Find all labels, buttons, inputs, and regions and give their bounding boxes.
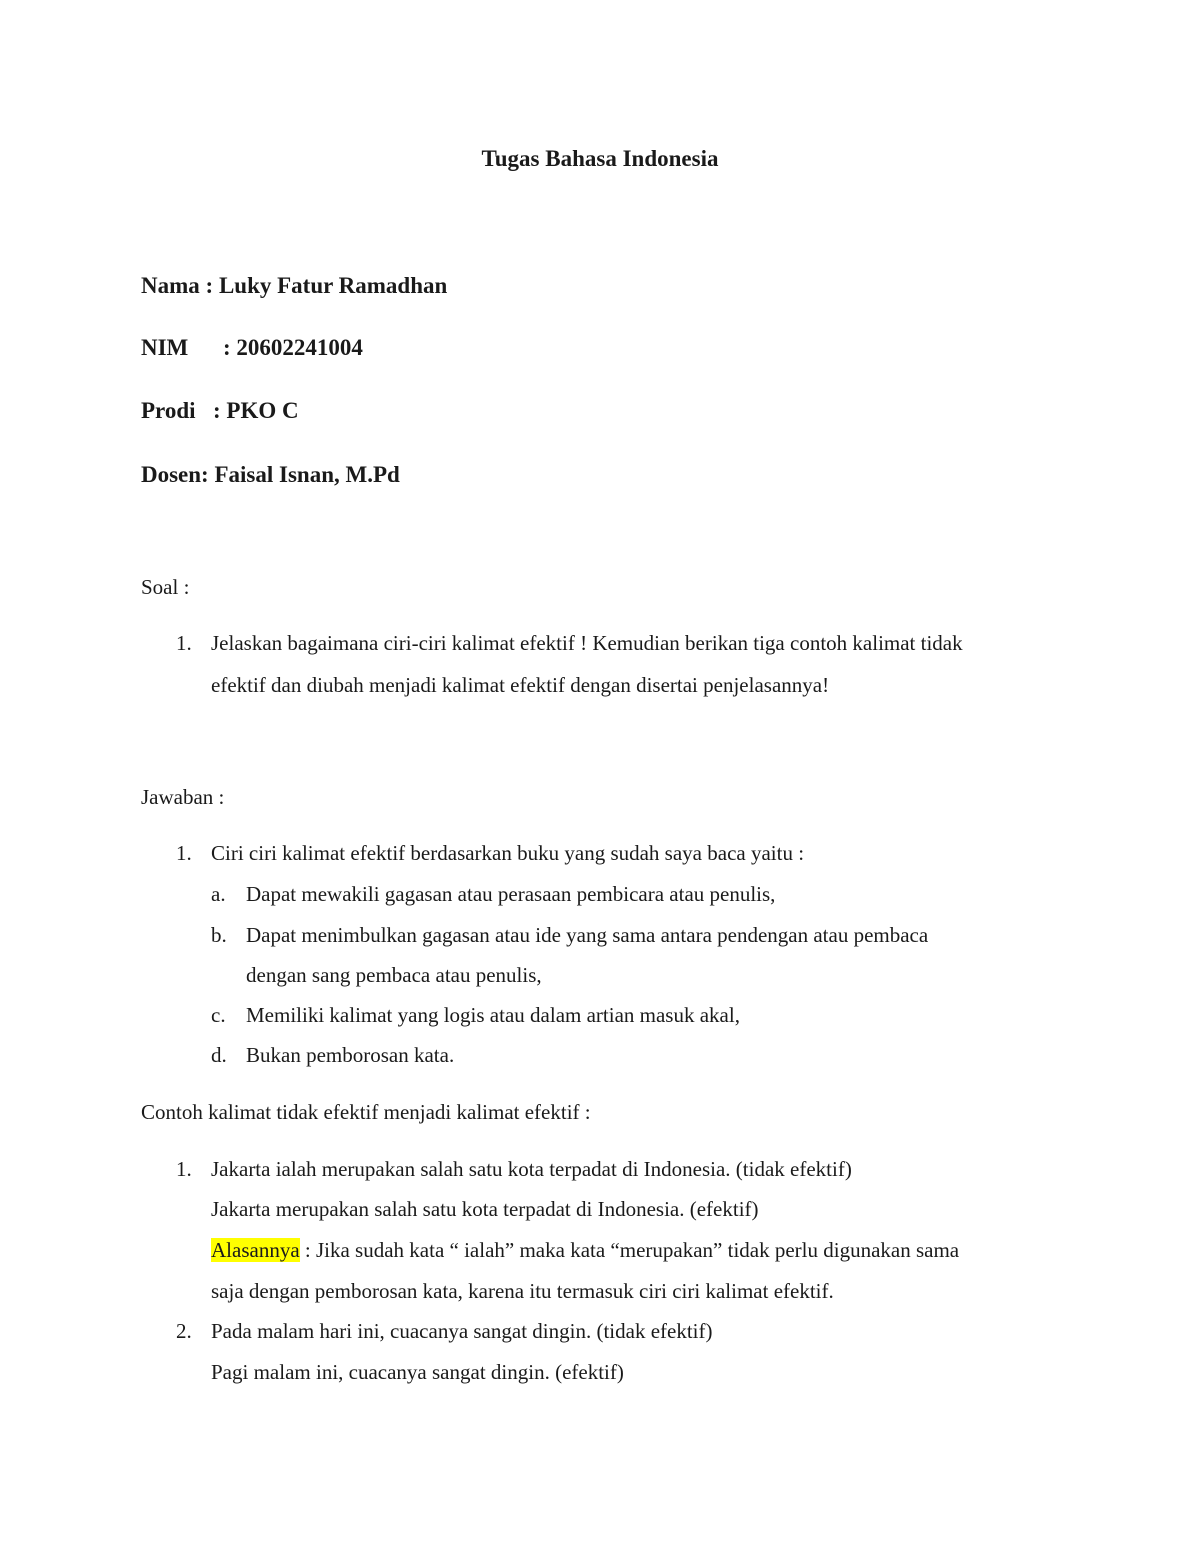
soal-item-number: 1. <box>176 631 192 655</box>
soal-heading: Soal : <box>141 575 190 599</box>
nim-value: : 20602241004 <box>223 335 363 360</box>
alasan-label-highlighted: Alasannya <box>211 1238 300 1262</box>
soal-item-line1: Jelaskan bagaimana ciri-ciri kalimat efektif ! Kemudian berikan tiga contoh kalimat tidak <box>211 631 963 655</box>
nim-row <box>141 334 363 362</box>
document-title: Tugas Bahasa Indonesia <box>481 146 719 171</box>
soal-item-line2: efektif dan diubah menjadi kalimat efektif dengan disertai penjelasannya! <box>211 673 830 697</box>
subitem-text: Bukan pemborosan kata. <box>246 1043 455 1067</box>
subitem-text: Dapat menimbulkan gagasan atau ide yang sama antara pendengan atau pembaca <box>246 923 929 947</box>
nama-row <box>141 272 447 300</box>
dosen-value: Faisal Isnan, M.Pd <box>214 462 400 487</box>
subitem-letter: a. <box>211 882 226 906</box>
contoh-heading: Contoh kalimat tidak efektif menjadi kalimat efektif : <box>141 1100 591 1124</box>
subitem-letter: d. <box>211 1043 227 1067</box>
subitem-letter: b. <box>211 923 227 947</box>
subitem-text: Dapat mewakili gagasan atau perasaan pembicara atau penulis, <box>246 882 776 906</box>
alasan-text: : Jika sudah kata “ ialah” maka kata “merupakan” tidak perlu digunakan sama <box>299 1238 960 1262</box>
nim-label: NIM <box>141 335 189 360</box>
prodi-row <box>141 397 299 425</box>
contoh-efektif: Jakarta merupakan salah satu kota terpadat di Indonesia. (efektif) <box>211 1197 759 1221</box>
nama-value: Luky Fatur Ramadhan <box>218 273 448 298</box>
subitem-text: Memiliki kalimat yang logis atau dalam artian masuk akal, <box>246 1003 740 1027</box>
dosen-row <box>141 461 400 489</box>
alasan-line <box>211 1237 959 1263</box>
contoh-item-number: 2. <box>176 1319 192 1343</box>
jawaban-item-text: Ciri ciri kalimat efektif berdasarkan buku yang sudah saya baca yaitu : <box>211 841 805 865</box>
alasan-line-continued: saja dengan pemborosan kata, karena itu termasuk ciri ciri kalimat efektif. <box>211 1279 834 1303</box>
prodi-label: Prodi <box>141 398 196 423</box>
contoh-tidak-efektif: Jakarta ialah merupakan salah satu kota terpadat di Indonesia. (tidak efektif) <box>211 1157 852 1181</box>
dosen-label: Dosen: <box>141 462 215 487</box>
contoh-item-number: 1. <box>176 1157 192 1181</box>
nama-label: Nama : <box>141 273 219 298</box>
jawaban-heading: Jawaban : <box>141 785 225 809</box>
contoh-tidak-efektif: Pada malam hari ini, cuacanya sangat dingin. (tidak efektif) <box>211 1319 713 1343</box>
prodi-value: : PKO C <box>213 398 299 423</box>
subitem-text-continued: dengan sang pembaca atau penulis, <box>246 963 542 987</box>
contoh-efektif: Pagi malam ini, cuacanya sangat dingin. (efektif) <box>211 1360 624 1384</box>
jawaban-item-number: 1. <box>176 841 192 865</box>
subitem-letter: c. <box>211 1003 226 1027</box>
